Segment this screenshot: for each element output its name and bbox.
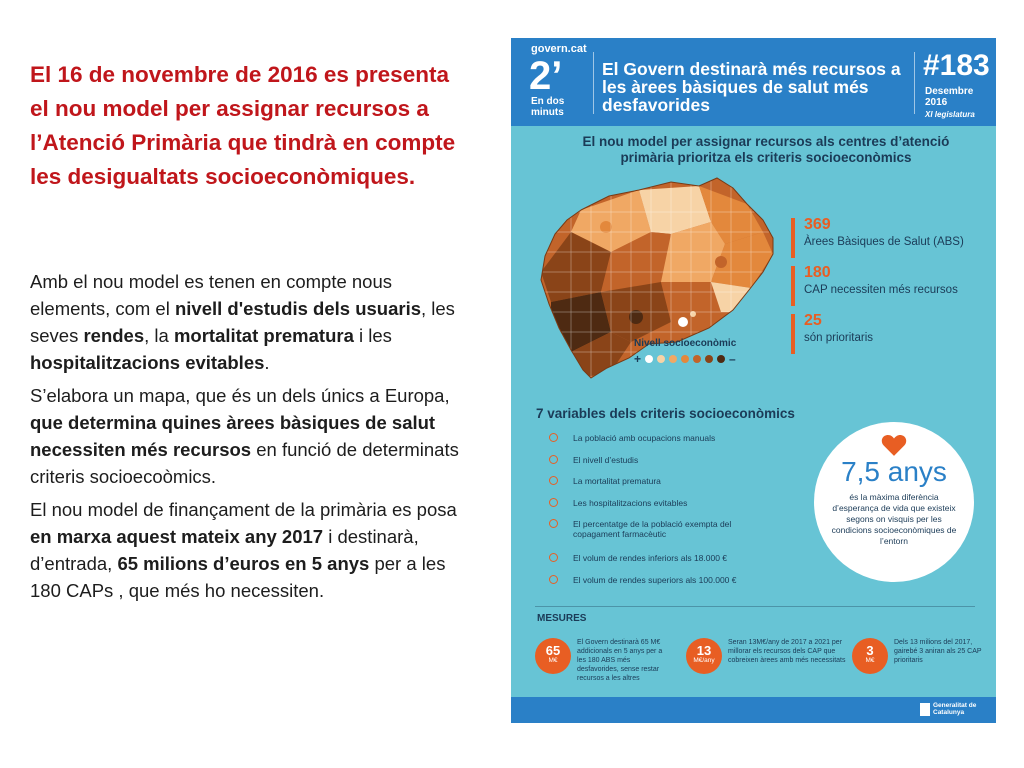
variable-item — [549, 498, 743, 520]
variable-label: El volum de rendes inferiors als 18.000 € — [573, 553, 728, 563]
p3-text-2: i destinarà, d’entrada, — [30, 526, 419, 574]
generalitat-logo-icon — [920, 703, 930, 716]
p1-bold-hospitalizations: hospitalitzacions evitables — [30, 352, 265, 373]
variables-list — [549, 433, 743, 596]
variable-item — [549, 575, 743, 597]
measure-unit: M€ — [548, 657, 558, 664]
header-divider — [593, 52, 594, 114]
legend-swatch-5 — [705, 355, 713, 363]
legend-minus: – — [729, 352, 736, 366]
legend-swatch-2 — [669, 355, 677, 363]
legend-swatch-1 — [657, 355, 665, 363]
legend-swatch-4 — [693, 355, 701, 363]
measure-badge-13 — [686, 638, 722, 674]
infographic — [511, 38, 996, 723]
circle-bullet-icon — [549, 455, 558, 464]
slide-body — [30, 268, 470, 604]
variable-label: La mortalitat prematura — [573, 476, 661, 486]
p2-text-2: en funció de determinats criteris socioecoòmics. — [30, 439, 459, 487]
measure-number: 3 — [866, 643, 874, 658]
stat-label: CAP necessiten més recursos — [804, 284, 958, 296]
p1-text-5: . — [264, 352, 270, 373]
variable-label: El nivell d’estudis — [573, 454, 639, 465]
slide-title: El 16 de novembre de 2016 es presenta el nou model per assignar recursos a l’Atenció Primària que tindrà en compte les desigualtats socioeconòmiques. — [30, 62, 456, 189]
circle-bullet-icon — [549, 498, 558, 507]
catalonia-map — [511, 172, 791, 382]
variable-item — [549, 519, 743, 553]
infographic-header — [511, 38, 996, 126]
circle-bullet-icon — [549, 575, 558, 584]
p1-text-4: i les — [353, 325, 392, 346]
p2-bold-areas: que determina quines àrees bàsiques de salut necessiten més recursos — [30, 412, 436, 460]
circle-bullet-icon — [549, 519, 558, 528]
paragraph-funding — [30, 496, 470, 604]
issue-date: Desembre 2016 — [925, 86, 974, 108]
p1-text-2: , les seves — [30, 298, 455, 346]
map-regions — [511, 172, 791, 382]
circle-bullet-icon — [549, 433, 558, 442]
legend-plus: + — [634, 352, 642, 366]
stat-number: 25 — [804, 312, 822, 329]
measure-unit: M€/any — [693, 657, 715, 664]
legend-title: Nivell socioeconòmic — [634, 338, 737, 349]
map-legend — [634, 352, 736, 366]
issue-number: #183 — [923, 49, 990, 82]
generalitat-logo-text: Generalitat de Catalunya — [933, 702, 977, 716]
two-minutes-badge: 2’ — [529, 54, 563, 98]
measure-number: 65 — [545, 643, 561, 658]
legend-swatch-6 — [717, 355, 725, 363]
legend-swatch-0 — [645, 355, 653, 363]
measure-number: 13 — [696, 643, 712, 658]
measure-badge-65 — [535, 638, 571, 674]
measure-text: Dels 13 milions del 2017, gairebé 3 aniran als 25 CAP prioritaris — [894, 639, 982, 664]
variable-item — [549, 476, 743, 498]
variable-label: La població amb ocupacions manuals — [573, 433, 716, 443]
measure-text: Seran 13M€/any de 2017 a 2021 per millorar els recursos dels CAP que cobreixen àrees amb més necessitats — [728, 639, 846, 664]
infographic-subtitle: El nou model per assignar recursos als centres d’atenció primària prioritza els criteris socioeconòmics — [582, 134, 950, 165]
variable-label: El volum de rendes superiors als 100.000 € — [573, 574, 737, 585]
variables-title: 7 variables dels criteris socioeconòmics — [536, 406, 795, 421]
measure-badge-3 — [852, 638, 888, 674]
life-expectancy-card — [814, 422, 974, 582]
stat-number: 369 — [804, 216, 831, 233]
variable-item — [549, 433, 743, 455]
site-label: govern.cat — [531, 43, 587, 55]
variable-item — [549, 553, 743, 575]
measure-unit: M€ — [865, 657, 875, 664]
stat-label: Àrees Bàsiques de Salut (ABS) — [804, 236, 964, 248]
stat-number: 180 — [804, 264, 831, 281]
stat-label: són prioritaris — [804, 332, 874, 344]
p1-text-3: , la — [144, 325, 174, 346]
p3-bold-start: en marxa aquest mateix any 2017 — [30, 526, 324, 547]
p2-text-1: S’elabora un mapa, que és un dels únics a Europa, — [30, 385, 450, 406]
slide-text-column — [30, 58, 470, 610]
p1-text-1: Amb el nou model es tenen en compte nous elements, com el — [30, 271, 393, 319]
p1-bold-studies: nivell d'estudis dels usuaris — [174, 298, 421, 319]
life-expectancy-value: 7,5 anys — [841, 456, 947, 487]
circle-bullet-icon — [549, 553, 558, 562]
life-expectancy-description: és la màxima diferència d’esperança de vida que existeix segons on visquis per les condicions socioeconòmiques de l’entorn — [831, 492, 957, 546]
circle-bullet-icon — [549, 476, 558, 485]
two-minutes-label: En dos minuts — [531, 96, 565, 118]
stat-bar — [791, 314, 795, 354]
variable-label: Les hospitalitzacions evitables — [573, 497, 688, 508]
p3-text-1: El nou model de finançament de la primària es posa — [30, 499, 457, 520]
heart-icon — [881, 432, 907, 458]
issue-legislature: XI legislatura — [925, 110, 975, 119]
paragraph-map — [30, 382, 470, 490]
paragraph-new-model — [30, 268, 470, 376]
p1-bold-mortality: mortalitat prematura — [173, 325, 354, 346]
infographic-title: El Govern destinarà més recursos a les àrees bàsiques de salut més desfavorides — [602, 59, 901, 115]
p3-text-3: per a les 180 CAPs , que més ho necessiten. — [30, 553, 446, 601]
header-divider — [914, 52, 915, 114]
stat-bar — [791, 266, 795, 306]
measures-divider — [535, 606, 975, 607]
measures-title: MESURES — [537, 613, 587, 624]
variable-label: El percentatge de la població exempta del copagament farmacèutic — [573, 519, 732, 539]
p1-bold-income: rendes — [83, 325, 145, 346]
measure-text: El Govern destinarà 65 M€ addicionals en 5 anys per a les 180 ABS més desfavorides, sense restar recursos a les altres — [577, 639, 663, 682]
variable-item — [549, 455, 743, 477]
p3-bold-amount: 65 milions d’euros en 5 anys — [117, 553, 370, 574]
stat-bar — [791, 218, 795, 258]
legend-swatch-3 — [681, 355, 689, 363]
legend-swatches — [645, 355, 725, 363]
